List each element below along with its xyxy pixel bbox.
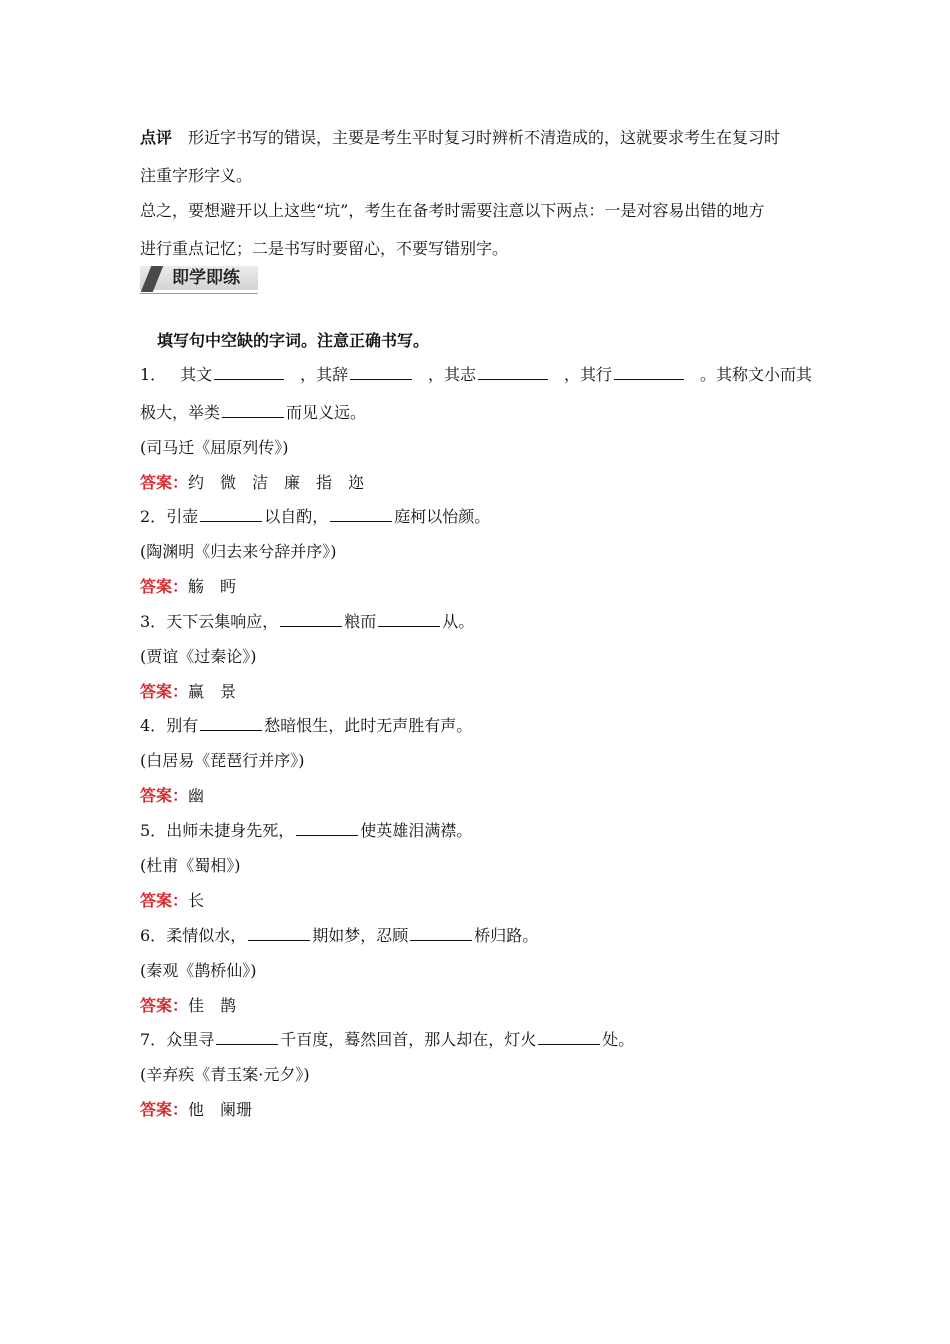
text: 。其称文小而其 <box>699 365 812 384</box>
answer-label: 答案： <box>140 473 189 492</box>
text: 庭柯以怡颜。 <box>394 507 491 526</box>
question-6-source: (秦观《鹊桥仙》) <box>140 961 257 980</box>
text: 极大，举类 <box>140 403 221 422</box>
fill-blank[interactable] <box>280 611 342 627</box>
question-number: 5． <box>140 821 167 840</box>
question-1-answer <box>140 472 364 494</box>
fill-blank[interactable] <box>478 364 548 380</box>
fill-blank[interactable] <box>378 611 440 627</box>
question-6 <box>140 925 538 947</box>
question-2-answer <box>140 576 236 598</box>
text: 其文 <box>180 365 213 384</box>
text: 使英雄泪满襟。 <box>360 821 473 840</box>
answer-text: 长 <box>188 891 205 910</box>
text: 天下云集响应， <box>166 612 279 631</box>
instruction: 填写句中空缺的字词。注意正确书写。 <box>157 331 430 350</box>
answer-label: 答案： <box>140 786 189 805</box>
text: 众里寻 <box>166 1030 215 1049</box>
fill-blank[interactable] <box>222 402 284 418</box>
answer-label: 答案： <box>140 891 189 910</box>
answer-text: 约 微 洁 廉 指 迩 <box>188 473 365 492</box>
section-banner <box>140 266 258 294</box>
summary-line-1: 总之，要想避开以上这些“坑”，考生在备考时需要注意以下两点：一是对容易出错的地方 <box>140 201 765 220</box>
fill-blank[interactable] <box>350 364 412 380</box>
answer-label: 答案： <box>140 577 189 596</box>
answer-text: 幽 <box>188 786 205 805</box>
text: 而见义远。 <box>286 403 367 422</box>
text: ，其辞 <box>300 365 349 384</box>
text: ，其志 <box>428 365 477 384</box>
question-5 <box>140 820 472 842</box>
text: 期如梦，忍顾 <box>312 926 409 945</box>
answer-text: 他 阑珊 <box>188 1100 253 1119</box>
text: 柔情似水， <box>166 926 247 945</box>
question-7-source: (辛弃疾《青玉案·元夕》) <box>140 1065 310 1084</box>
comment-label: 点评 <box>140 128 173 147</box>
question-4-source: (白居易《琵琶行并序》) <box>140 751 305 770</box>
question-number: 3． <box>140 612 167 631</box>
question-2 <box>140 506 490 528</box>
fill-blank[interactable] <box>538 1029 600 1045</box>
question-number: 6． <box>140 926 167 945</box>
question-3-answer <box>140 681 236 703</box>
text: 处。 <box>602 1030 635 1049</box>
fill-blank[interactable] <box>214 364 284 380</box>
comment-line-1 <box>140 127 780 149</box>
question-number: 1． <box>140 365 167 384</box>
text: 千百度，蓦然回首，那人却在，灯火 <box>280 1030 537 1049</box>
summary-line-2: 进行重点记忆；二是书写时要留心，不要写错别字。 <box>140 239 509 258</box>
question-number: 4． <box>140 716 167 735</box>
answer-text: 赢 景 <box>188 682 237 701</box>
fill-blank[interactable] <box>200 715 262 731</box>
question-4 <box>140 715 472 737</box>
answer-label: 答案： <box>140 682 189 701</box>
question-5-source: (杜甫《蜀相》) <box>140 856 241 875</box>
comment-line-2: 注重字形字义。 <box>140 166 253 185</box>
section-title: 即学即练 <box>172 268 240 288</box>
question-3-source: (贾谊《过秦论》) <box>140 647 257 666</box>
fill-blank[interactable] <box>216 1029 278 1045</box>
question-1-line-2 <box>140 402 366 424</box>
text: 引壶 <box>166 507 199 526</box>
question-7-answer <box>140 1099 252 1121</box>
answer-text: 觞 眄 <box>188 577 237 596</box>
question-1-source: (司马迁《屈原列传》) <box>140 438 289 457</box>
text: 愁暗恨生，此时无声胜有声。 <box>264 716 473 735</box>
answer-text: 佳 鹊 <box>188 996 237 1015</box>
text: 粮而 <box>344 612 377 631</box>
text: 别有 <box>166 716 199 735</box>
question-4-answer <box>140 785 204 807</box>
fill-blank[interactable] <box>330 506 392 522</box>
question-6-answer <box>140 995 236 1017</box>
question-5-answer <box>140 890 204 912</box>
answer-label: 答案： <box>140 996 189 1015</box>
text: 桥归路。 <box>474 926 539 945</box>
text: ，其行 <box>563 365 612 384</box>
question-number: 2． <box>140 507 167 526</box>
fill-blank[interactable] <box>296 820 358 836</box>
answer-label: 答案： <box>140 1100 189 1119</box>
fill-blank[interactable] <box>410 925 472 941</box>
text: 从。 <box>442 612 475 631</box>
fill-blank[interactable] <box>248 925 310 941</box>
text: 以自酌， <box>264 507 329 526</box>
question-number: 7． <box>140 1030 167 1049</box>
question-2-source: (陶渊明《归去来兮辞并序》) <box>140 542 337 561</box>
text: 出师未捷身先死， <box>166 821 295 840</box>
question-3 <box>140 611 474 633</box>
fill-blank[interactable] <box>614 364 684 380</box>
comment-text: 形近字书写的错误，主要是考生平时复习时辨析不清造成的，这就要求考生在复习时 <box>188 128 781 147</box>
fill-blank[interactable] <box>200 506 262 522</box>
question-7 <box>140 1029 634 1051</box>
question-1-line-1 <box>140 364 812 386</box>
